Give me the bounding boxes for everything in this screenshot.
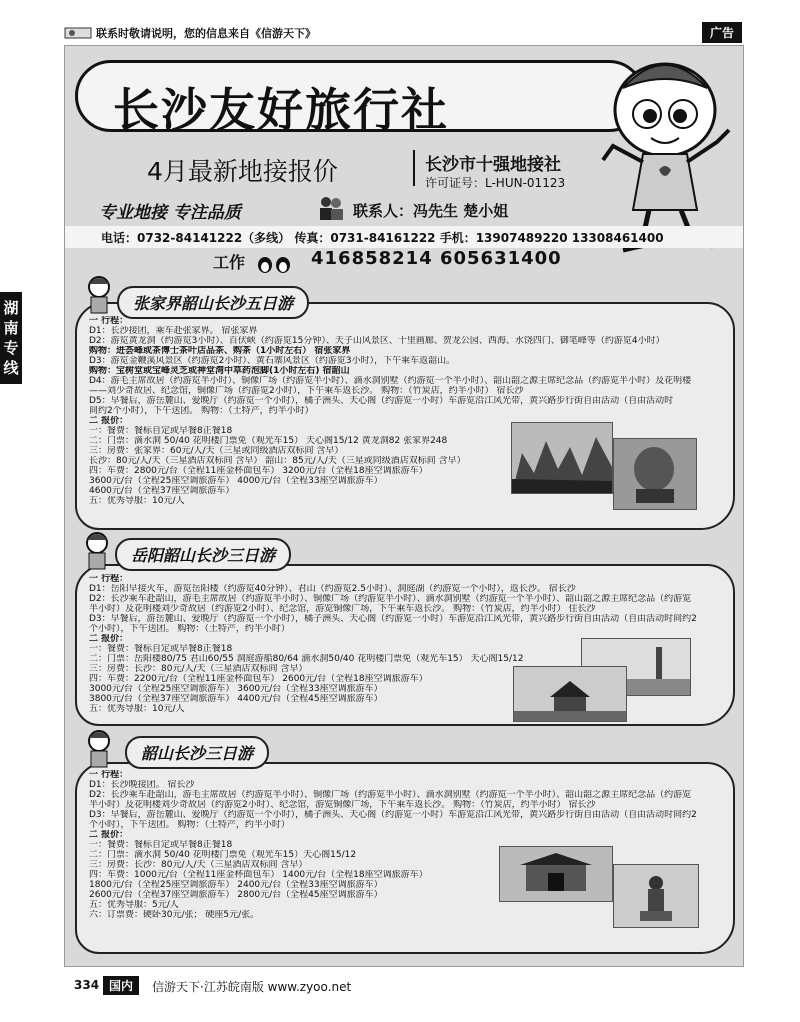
cartoon-kid-icon: [81, 274, 117, 316]
divider: [413, 150, 415, 186]
itinerary-line: 四：车费：1000元/台（全程11座金杯面包车） 1400元/台（全程18座空调旅游车）: [89, 870, 428, 880]
qq-label-text: 工作: [213, 253, 246, 272]
itinerary-line: 二 报价：: [89, 416, 129, 426]
photo-statue: [613, 864, 699, 928]
itinerary-line: D1：长沙接团，乘车赴张家界。 宿张家界: [89, 326, 258, 336]
page-number: 334: [74, 978, 100, 992]
tour-title-1: 张家界韶山长沙五日游: [117, 286, 309, 319]
itinerary-line: 三：房费：长沙：80元/人/天（三星酒店双标间 含早）: [89, 664, 308, 674]
itinerary-line: 二 报价：: [89, 634, 129, 644]
itinerary-line: D3：游览金鞭溪风景区（约游览2小时）、黄石寨风景区（约游览3小时），下午乘车返韶山。: [89, 356, 456, 366]
itinerary-line: D4：游毛主席故居（约游览半小时）、铜像广场（约游览半小时）、滴水洞别墅（约游览一个半小时）、韶山韶之源主席纪念品（约游览半小时）及花明楼: [89, 376, 692, 386]
itinerary-line: 长沙：80元/人/天（三星酒店双标间 含早） 韶山：85元/人/天（三星或同级酒店双标间 含早）: [89, 456, 466, 466]
photo-shaoshan-rock: [613, 438, 697, 510]
side-tab: 湖南专线: [0, 292, 22, 384]
itinerary-line: 一：餐费：餐标自定或早餐8正餐18: [89, 840, 233, 850]
itinerary-line: 4600元/台（全程37座空调旅游车）: [89, 486, 235, 496]
agency-title: 长沙友好旅行社: [113, 83, 449, 137]
itinerary-line: 六：订票费：硬卧30元/张； 硬座5元/张。: [89, 910, 260, 920]
itinerary-line: 一 行程：: [89, 574, 129, 584]
itinerary-line: D1：岳阳早接火车，游览岳阳楼（约游览40分钟）、君山（约游览2.5小时）、洞庭湖（约游览一个小时），返长沙。 宿长沙: [89, 584, 576, 594]
itinerary-line: 二：门票：滴水洞 50/40 花明楼门票免（观光车15）天心阁15/12: [89, 850, 357, 860]
contact-people-icon: [317, 194, 345, 220]
agency-name: 长沙市十强地接社: [425, 155, 561, 175]
photo-yueyang-tower: [513, 666, 627, 722]
price-subtitle: 4月最新地接报价: [147, 157, 338, 186]
itinerary-line: 二 报价：: [89, 830, 129, 840]
itinerary-line: 五：优秀导服：10元/人: [89, 704, 185, 714]
itinerary-line: D2：游览黄龙洞（约游览3小时）、百伏峡（约游览15分钟）、天子山风景区、十里画廊、贺龙公园、西海、水饶四门、御笔峰等（约游览4小时）: [89, 336, 665, 346]
itinerary-line: 三：房费：长沙：80元/人/天（三星酒店双标间 含早）: [89, 860, 308, 870]
itinerary-line: 半小时）及花明楼刘少奇故居（约游览2小时）、纪念馆，游览铜像广场，下午乘车返长沙。 购物：（竹炭店，约半小时） 住长沙: [89, 604, 596, 614]
itinerary-line: 一 行程：: [89, 316, 129, 326]
itinerary-line: 个小时），下午送团。 购物：（土特产，约半小时）: [89, 624, 290, 634]
itinerary-line: 五：优秀导服：5元/人: [89, 900, 179, 910]
itinerary-line: 四：车费：2200元/台（全程11座金杯面包车） 2600元/台（全程18座空调旅游车）: [89, 674, 428, 684]
itinerary-line: 四：车费：2800元/台（全程11座金杯面包车） 3200元/台（全程18座空调旅游车）: [89, 466, 428, 476]
itinerary-line: 五：优秀导服：10元/人: [89, 496, 185, 506]
itinerary-line: 三：房费：张家界：60元/人/天（三星或同级酒店双标间 含早）: [89, 446, 344, 456]
itinerary-line: 一：餐费：餐标自定或早餐8正餐18: [89, 426, 233, 436]
photo-zhangjiajie: [511, 422, 613, 494]
itinerary-line: 购物：宝树堂或宝峰灵芝或神堂湾中草药泡脚(1小时左右) 宿韶山: [89, 366, 350, 376]
itinerary-line: 1800元/台（全程25座空调旅游车） 2400元/台（全程33座空调旅游车）: [89, 880, 383, 890]
itinerary-line: D2：长沙乘车赴韶山，游毛主席故居（约游览半小时）、铜像广场（约游览半小时）、滴水洞别墅（约游览一个半小时）、韶山韶之源主席纪念品（约游览: [89, 594, 692, 604]
cartoon-kid-icon: [79, 530, 115, 572]
itinerary-line: 一：餐费：餐标自定或早餐8正餐18: [89, 644, 233, 654]
ad-tag: 广告: [702, 22, 742, 43]
itinerary-line: D3：早餐后，游岳麓山、爱晚厅（约游览一个小时），橘子洲头、天心阁（约游览一小时）车游览沿江风光带，黄兴路步行街自由活动（自由活动时间约2: [89, 614, 697, 624]
slogan: 专业地接 专注品质: [99, 203, 241, 223]
itinerary-line: 二：门票：岳阳楼80/75 君山60/55 洞庭游船80/64 滴水洞50/40 花明楼门票免（观光车15） 天心阁15/12: [89, 654, 524, 664]
itinerary-line: 3600元/台（全程25座空调旅游车） 4000元/台（全程33座空调旅游车）: [89, 476, 383, 486]
itinerary-line: D3：早餐后，游岳麓山、爱晚厅（约游览一个小时），橘子洲头、天心阁（约游览一小时）车游览沿江风光带，黄兴路步行街自由活动（自由活动时间约2: [89, 810, 697, 820]
itinerary-line: D1：长沙晚接团。 宿长沙: [89, 780, 195, 790]
tour-title-3: 韶山长沙三日游: [125, 736, 269, 769]
itinerary-line: 半小时）及花明楼刘少奇故居（约游览2小时）、纪念馆，游览铜像广场，下午乘车返长沙。 购物：（竹炭店，约半小时） 宿长沙: [89, 800, 596, 810]
contact-persons: 联系人：冯先生 楚小姐: [353, 202, 509, 220]
ad-page: [64, 45, 744, 967]
license-number: 许可证号：L-HUN-01123: [425, 176, 566, 190]
itinerary-line: 购物：进荟峰或茶博士茶叶店品茶、购茶（1小时左右） 宿张家界: [89, 346, 351, 356]
qq-numbers: 416858214 605631400: [311, 248, 562, 269]
qq-label: [213, 250, 295, 273]
section-label: 国内: [103, 976, 139, 995]
itinerary-line: ——刘少奇故居、纪念馆，铜像广场（约游览2小时），下午乘车返长沙。 购物：（竹炭店，约半小时） 宿长沙: [89, 386, 524, 396]
magazine-logo-icon: [64, 25, 94, 41]
phone-numbers: 电话：0732-84141222（多线） 传真：0731-84161222 手机：13907489220 13308461400: [101, 231, 664, 245]
itinerary-line: 3800元/台（全程37座空调旅游车） 4400元/台（全程45座空调旅游车）: [89, 694, 383, 704]
itinerary-line: 2600元/台（全程37座空调旅游车） 2800元/台（全程45座空调旅游车）: [89, 890, 383, 900]
itinerary-line: 二：门票：滴水洞 50/40 花明楼门票免（观光车15） 天心阁15/12 黄龙洞82 张家界248: [89, 436, 448, 446]
itinerary-line: 个小时），下午送团。 购物：（土特产，约半小时）: [89, 820, 290, 830]
itinerary-line: D2：长沙乘车赴韶山，游毛主席故居（约游览半小时）、铜像广场（约游览半小时）、滴水洞别墅（约游览一个半小时）、韶山韶之源主席纪念品（约游览: [89, 790, 692, 800]
footer-text: 信游天下·江苏皖南版 www.zyoo.net: [152, 980, 352, 994]
itinerary-line: D5：早餐后，游岳麓山、爱晚厅（约游览一个小时），橘子洲头、天心阁（约游览一小时）车游览沿江风光带，黄兴路步行街自由活动（自由活动时: [89, 396, 674, 406]
cartoon-kid-icon: [81, 728, 117, 770]
header-note: 联系时敬请说明，您的信息来自《信游天下》: [96, 27, 316, 40]
tour-title-2: 岳阳韶山长沙三日游: [115, 538, 291, 571]
itinerary-line: 一 行程：: [89, 770, 129, 780]
photo-gate: [499, 846, 613, 902]
itinerary-line: 3000元/台（全程25座空调旅游车） 3600元/台（全程33座空调旅游车）: [89, 684, 383, 694]
qq-penguin-icon: [255, 255, 295, 273]
itinerary-line: 间约2个小时），下午送团。 购物：（土特产，约半小时）: [89, 406, 314, 416]
